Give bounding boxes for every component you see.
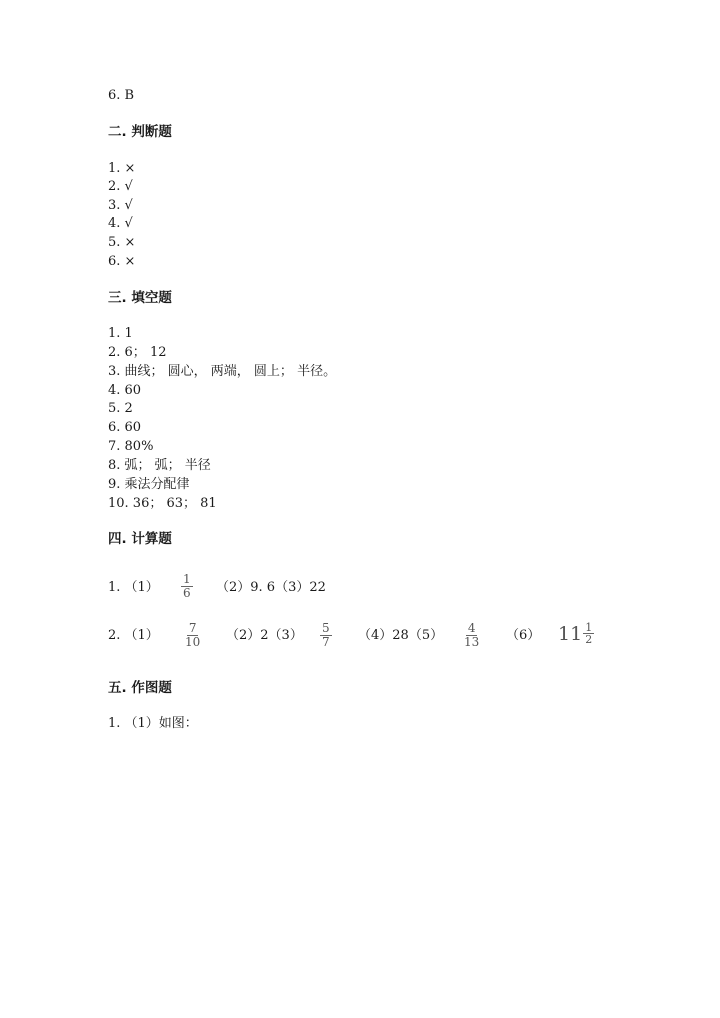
answer-6: 6. B <box>108 88 135 103</box>
fill-item-10: 10. 36； 63； 81 <box>108 496 217 511</box>
calc-row-1 <box>108 572 668 610</box>
calc-q2-mixed-number <box>558 622 594 645</box>
fraction-numerator: 5 <box>322 621 330 635</box>
calc-q2-fraction-1 <box>183 622 202 649</box>
fraction-numerator: 1 <box>585 621 593 634</box>
fill-item-6: 6. 60 <box>108 420 142 435</box>
mixed-fraction <box>583 622 594 645</box>
calc-q2-part-6: （6） <box>506 628 541 643</box>
judge-item-4: 4. √ <box>108 216 133 231</box>
fill-item-1: 1. 1 <box>108 326 133 341</box>
judge-item-6: 6. × <box>108 254 136 269</box>
judge-item-3: 3. √ <box>108 198 133 213</box>
calc-q2-label: 2. （1） <box>108 628 159 643</box>
draw-item-1: 1. （1）如图： <box>108 716 198 731</box>
fill-item-3: 3. 曲线； 圆心， 两端， 圆上； 半径。 <box>108 364 337 379</box>
fill-item-7: 7. 80% <box>108 439 154 454</box>
fraction-denominator: 7 <box>322 635 330 649</box>
fill-item-4: 4. 60 <box>108 383 142 398</box>
calc-q2-fraction-3 <box>320 622 332 649</box>
calc-q2-part-2: （2）2（3） <box>226 628 303 643</box>
fraction-denominator: 10 <box>185 635 201 649</box>
calc-q2-fraction-5 <box>462 622 481 649</box>
section-heading-judge: 二. 判断题 <box>108 124 172 140</box>
fraction-numerator: 4 <box>467 621 476 635</box>
fill-item-5: 5. 2 <box>108 401 133 416</box>
fraction-denominator: 2 <box>585 633 593 646</box>
calc-q1-rest: （2）9. 6（3）22 <box>216 580 326 595</box>
section-heading-calc: 四. 计算题 <box>108 531 172 547</box>
mixed-whole: 11 <box>558 622 583 645</box>
fill-item-8: 8. 弧； 弧； 半径 <box>108 458 211 473</box>
fill-item-9: 9. 乘法分配律 <box>108 477 190 492</box>
calc-q1-fraction <box>181 573 193 600</box>
fraction-numerator: 7 <box>188 621 197 635</box>
judge-item-2: 2. √ <box>108 179 133 194</box>
fill-item-2: 2. 6； 12 <box>108 345 167 360</box>
section-heading-fill: 三. 填空题 <box>108 290 172 306</box>
fraction-denominator: 6 <box>183 586 191 600</box>
calc-row-2 <box>108 621 668 658</box>
judge-item-5: 5. × <box>108 235 136 250</box>
fraction-numerator: 1 <box>183 572 191 586</box>
calc-q1-label: 1. （1） <box>108 580 159 595</box>
fraction-denominator: 13 <box>464 635 480 649</box>
section-heading-draw: 五. 作图题 <box>108 680 172 696</box>
judge-item-1: 1. × <box>108 161 136 176</box>
calc-q2-part-4: （4）28（5） <box>358 628 444 643</box>
